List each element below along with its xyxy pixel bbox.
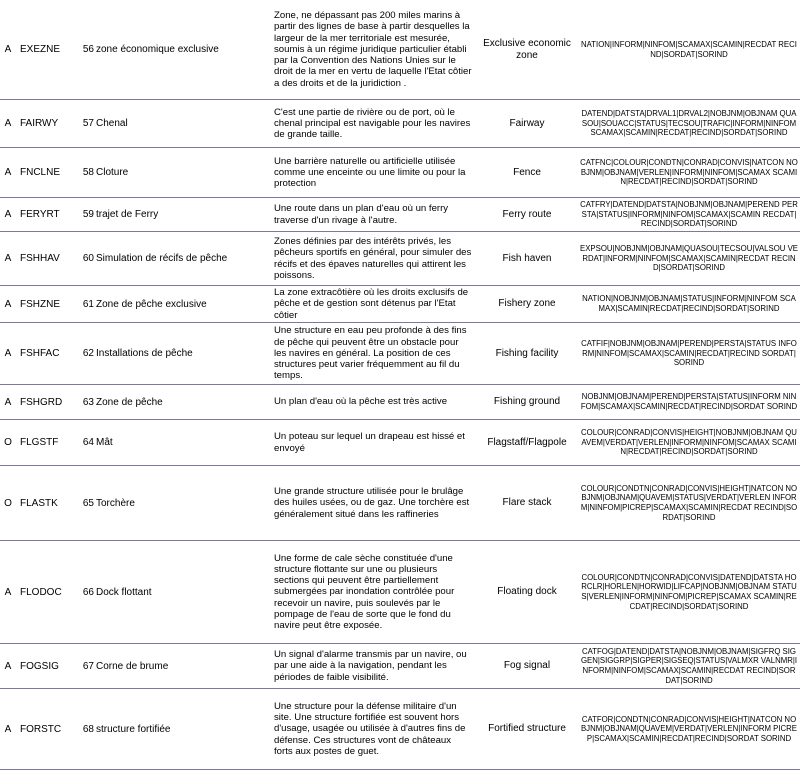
geometry-cell [2,420,14,465]
english-name-cell [476,689,578,769]
english-name-cell [476,541,578,643]
definition-cell-text: Une grande structure utilisée pour le brulâge des huiles usées, ou de gaz. Une torchère est généralement situé dans les raffineries [274,486,470,520]
acronym-cell [20,385,70,419]
code-cell-text: 60 [82,253,94,264]
definition-cell-text: Une route dans un plan d'eau où un ferry traverse d'un rivage à l'autre. [274,203,449,226]
code-cell [72,644,94,688]
code-cell [72,286,94,322]
code-cell-text: 58 [82,167,94,178]
french-name-cell [96,0,268,99]
geometry-cell [2,466,14,540]
attributes-cell [580,286,798,322]
code-cell [72,198,94,231]
definition-cell [274,232,472,285]
acronym-cell [20,323,70,384]
attributes-cell [580,100,798,147]
english-name-cell [476,385,578,419]
geometry-cell [2,541,14,643]
english-name-cell [476,100,578,147]
french-name-cell [96,541,268,643]
code-cell-text: 66 [82,586,94,598]
definition-cell [274,644,472,688]
definition-cell [274,100,472,147]
table-row [0,385,800,420]
acronym-cell [20,286,70,322]
geometry-cell [2,644,14,688]
definition-cell-text: La zone extracôtière où les droits exclusifs de pêche et de gestion sont détenus par l'Etat côtier [274,287,469,321]
geometry-cell-text: A [4,723,12,735]
attributes-cell-text: COLOUR|CONDTN|CONRAD|CONVIS|DATEND|DATSTA HORCLR|HORLEN|HORWID|LIFCAP|NOBJNM|OBJNAM STATUS|VERLEN|INFORM|NINFOM|PICREP|SCAMAX SCAMIN|RECDAT|RECIND|SORDAT|SORIND [581,572,797,611]
english-name-cell-text: Floating dock [497,586,557,597]
code-cell-text: 65 [82,497,94,509]
geometry-cell-text: A [4,167,12,178]
geometry-cell-text: O [4,497,12,509]
french-name-cell-text: zone économique exclusive [96,44,219,55]
english-name-cell-text: Fortified structure [488,723,566,734]
english-name-cell [476,232,578,285]
english-name-cell [476,148,578,197]
code-cell-text: 64 [82,437,94,448]
english-name-cell [476,466,578,540]
code-cell-text: 68 [82,723,94,735]
french-name-cell-text: structure fortifiée [96,723,171,735]
french-name-cell-text: Corne de brume [96,660,169,672]
acronym-cell [20,0,70,99]
english-name-cell-text: Fishing facility [495,347,559,359]
attributes-cell-text: NOBJNM|OBJNAM|PEREND|PERSTA|STATUS|INFORM NINFOM|SCAMAX|SCAMIN|RECDAT|RECIND|SORDAT SORIND [580,392,798,411]
code-cell [72,385,94,419]
french-name-cell [96,644,268,688]
french-name-cell-text: Installations de pêche [96,348,193,359]
french-name-cell [96,100,268,147]
code-cell [72,466,94,540]
attributes-cell-text: COLOUR|CONDTN|CONRAD|CONVIS|HEIGHT|NATCON NOBJNM|OBJNAM|QUAVEM|STATUS|VERDAT|VERLEN INFORM|NINFOM|PICREP|SCAMAX|SCAMIN|RECDAT RECIND|SORDAT|SORIND [580,483,798,522]
english-name-cell-text: Ferry route [502,208,552,220]
table-row [0,644,800,689]
acronym-cell-text: FLASTK [20,497,58,509]
acronym-cell [20,644,70,688]
code-cell [72,148,94,197]
acronym-cell [20,100,70,147]
table-row [0,420,800,466]
definition-cell [274,286,472,322]
geometry-cell-text: A [4,586,12,598]
code-cell-text: 57 [82,118,94,129]
geometry-cell-text: A [4,44,12,55]
definition-cell-text: Zones définies par des intérêts privés, les pêcheurs sportifs en général, pour simuler des récifs et des épaves naturelles qui attirent les poissons. [274,236,472,281]
table-row [0,323,800,385]
english-name-cell [476,286,578,322]
english-name-cell-text: Fishery zone [498,298,556,309]
definition-cell-text: Un poteau sur lequel un drapeau est hissé et envoyé [274,431,465,454]
geometry-cell-text: A [4,118,12,129]
english-name-cell-text: Flare stack [502,497,552,508]
french-name-cell-text: trajet de Ferry [96,209,159,220]
french-name-cell-text: Torchère [96,497,135,509]
definition-cell [274,541,472,643]
definition-cell [274,323,472,384]
acronym-cell-text: EXEZNE [20,44,61,55]
acronym-cell-text: FSHHAV [20,253,60,264]
acronym-cell-text: FSHGRD [20,396,63,408]
table-row [0,0,800,100]
acronym-cell-text: FOGSIG [20,660,59,672]
definition-cell-text: Une structure pour la défense militaire d'un site. Une structure fortifiée est souvent hors d'usage, usagée ou utilisée à d'autres fins de défense. Ces structures vont de châteaux forts aux postes de guet. [274,700,466,757]
code-cell-text: 61 [82,298,94,310]
definition-cell [274,148,472,197]
geometry-cell-text: A [4,253,12,264]
definition-cell-text: Une forme de cale sèche constituée d'une structure flottante sur une ou plusieurs sections qui peuvent être partiellement submergées par inondation contrôlée pour recevoir un navire, puis soulevés par le pompage de l'eau de sorte que le fond du navire peut être exposée. [274,552,455,631]
geometry-cell [2,198,14,231]
definition-cell-text: Une barrière naturelle ou artificielle utilisée comme une enceinte ou une limite ou pour la protection [274,155,466,190]
attributes-cell [580,385,798,419]
attributes-cell [580,689,798,769]
table-row [0,466,800,541]
code-cell [72,689,94,769]
geometry-cell [2,148,14,197]
acronym-cell [20,232,70,285]
attributes-cell-text: DATEND|DATSTA|DRVAL1|DRVAL2|NOBJNM|OBJNAM QUASOU|SOUACC|STATUS|TECSOU|TRAFIC|INFORM|NINFOM SCAMAX|SCAMIN|RECDAT|RECIND|SORDAT|SORIND [581,109,797,138]
geometry-cell [2,689,14,769]
attributes-cell [580,232,798,285]
acronym-cell [20,148,70,197]
attributes-cell [580,0,798,99]
attributes-cell-text: CATFIF|NOBJNM|OBJNAM|PEREND|PERSTA|STATUS INFORM|NINFOM|SCAMAX|SCAMIN|RECDAT|RECIND SORDAT|SORIND [581,339,797,368]
acronym-cell-text: FNCLNE [20,167,61,178]
french-name-cell [96,232,268,285]
acronym-cell-text: FLGSTF [20,437,59,448]
english-name-cell-text: Fishing ground [493,396,561,407]
french-name-cell [96,385,268,419]
code-cell [72,541,94,643]
code-cell [72,420,94,465]
english-name-cell-text: Fence [513,166,541,178]
definition-cell [274,466,472,540]
attributes-cell [580,198,798,231]
geometry-cell [2,0,14,99]
english-name-cell-text: Fog signal [503,660,551,671]
definition-cell-text: C'est une partie de rivière ou de port, où le chenal principal est navigable pour les navires de grande taille. [274,106,471,141]
attributes-cell-text: COLOUR|CONRAD|CONVIS|HEIGHT|NOBJNM|OBJNAM QUAVEM|VERDAT|VERLEN|INFORM|NINFOM|SCAMAX SCAMIN|RECDAT|RECIND|SORDAT|SORIND [581,428,797,457]
acronym-cell-text: FSHZNE [20,298,60,310]
english-name-cell-text: Fairway [509,117,545,129]
english-name-cell-text: Exclusive economic zone [483,37,571,61]
geometry-cell-text: A [4,660,12,672]
english-name-cell [476,420,578,465]
code-cell-text: 62 [82,348,94,359]
acronym-cell [20,541,70,643]
french-name-cell [96,148,268,197]
attributes-cell-text: CATFRY|DATEND|DATSTA|NOBJNM|OBJNAM|PEREND PERSTA|STATUS|INFORM|NINFOM|SCAMAX|SCAMIN RECDAT|RECIND|SORDAT|SORIND [580,200,798,229]
table-row [0,286,800,323]
code-cell [72,232,94,285]
attributes-cell-text: CATFOR|CONDTN|CONRAD|CONVIS|HEIGHT|NATCON NOBJNM|OBJNAM|QUAVEM|VERDAT|VERLEN|INFORM PICREP|SCAMAX|SCAMIN|RECDAT|RECIND|SORDAT SORIND [580,714,798,743]
geometry-cell [2,286,14,322]
code-cell-text: 67 [82,660,94,672]
table-row [0,148,800,198]
acronym-cell-text: FSHFAC [20,348,60,359]
definition-cell-text: Zone, ne dépassant pas 200 miles marins à partir des lignes de base à partir desquelles la largeur de la mer territoriale est mesurée, soumis à un régime juridique particulier établi par la Convention des Nations Unies sur le droit de la mer en vertu de laquelle l'Etat côtier a des droits et de la juridiction . [274,10,472,89]
attributes-cell [580,466,798,540]
french-name-cell-text: Zone de pêche [96,396,163,408]
acronym-cell-text: FAIRWY [20,118,59,129]
definition-cell [274,689,472,769]
table-row [0,198,800,232]
definition-cell [274,0,472,99]
table-row [0,100,800,148]
attributes-cell [580,541,798,643]
acronym-cell-text: FORSTC [20,723,62,735]
code-cell [72,323,94,384]
attributes-cell [580,644,798,688]
attributes-cell-text: EXPSOU|NOBJNM|OBJNAM|QUASOU|TECSOU|VALSOU VERDAT|INFORM|NINFOM|SCAMAX|SCAMIN|RECDAT RECIND|SORDAT|SORIND [580,244,798,273]
geometry-cell-text: A [4,396,12,408]
french-name-cell [96,198,268,231]
english-name-cell-text: Fish haven [502,252,552,264]
acronym-cell-text: FLODOC [20,586,62,598]
geometry-cell [2,100,14,147]
definition-cell [274,198,472,231]
acronym-cell-text: FERYRT [20,209,60,220]
attributes-cell [580,323,798,384]
french-name-cell-text: Dock flottant [96,586,152,598]
geometry-cell [2,323,14,384]
french-name-cell [96,420,268,465]
definition-cell [274,420,472,465]
code-cell [72,100,94,147]
french-name-cell-text: Mât [96,437,113,448]
code-cell-text: 56 [82,44,94,55]
french-name-cell [96,466,268,540]
english-name-cell [476,0,578,99]
french-name-cell [96,323,268,384]
table-row [0,541,800,644]
attributes-cell-text: NATION|INFORM|NINFOM|SCAMAX|SCAMIN|RECDAT RECIND|SORDAT|SORIND [581,39,797,59]
definition-cell-text: Une structure en eau peu profonde à des fins de pêche qui peuvent être un obstacle pour les navires en général. La position de ces structures peut varier fréquemment au fil du temps. [274,325,467,382]
geometry-cell [2,232,14,285]
attributes-cell-text: NATION|NOBJNM|OBJNAM|STATUS|INFORM|NINFOM SCAMAX|SCAMIN|RECDAT|RECIND|SORDAT|SORIND [582,294,796,313]
french-name-cell [96,286,268,322]
code-cell-text: 63 [82,396,94,408]
french-name-cell-text: Chenal [96,118,128,129]
acronym-cell [20,198,70,231]
french-name-cell-text: Simulation de récifs de pêche [96,253,228,264]
french-name-cell-text: Cloture [96,167,129,178]
geometry-cell-text: O [4,437,12,448]
geometry-cell [2,385,14,419]
table-row [0,232,800,286]
attributes-cell [580,420,798,465]
code-cell [72,0,94,99]
french-name-cell-text: Zone de pêche exclusive [96,298,207,310]
geometry-cell-text: A [4,298,12,310]
french-name-cell [96,689,268,769]
english-name-cell-text: Flagstaff/Flagpole [487,436,567,448]
attributes-cell-text: CATFOG|DATEND|DATSTA|NOBJNM|OBJNAM|SIGFRQ SIGGEN|SIGGRP|SIGPER|SIGSEQ|STATUS|VALMXR VALNMR|INFORM|NINFOM|SCAMAX|SCAMIN|RECDAT RECIND|SORDAT|SORIND [580,646,798,685]
definition-cell-text: Un signal d'alarme transmis par un navire, ou par une aide à la navigation, pendant les périodes de faible visibilité. [274,649,467,683]
acronym-cell [20,466,70,540]
english-name-cell [476,323,578,384]
geometry-cell-text: A [4,348,12,359]
acronym-cell [20,420,70,465]
english-name-cell [476,644,578,688]
english-name-cell [476,198,578,231]
attributes-cell-text: CATFNC|COLOUR|CONDTN|CONRAD|CONVIS|NATCON NOBJNM|OBJNAM|VERLEN|INFORM|NINFOM|SCAMAX SCAMIN|RECDAT|RECIND|SORDAT|SORIND [580,158,798,187]
table-row [0,689,800,770]
geometry-cell-text: A [4,209,12,220]
definition-cell-text: Un plan d'eau où la pêche est très active [274,396,448,408]
acronym-cell [20,689,70,769]
code-cell-text: 59 [82,209,94,220]
definition-cell [274,385,472,419]
attributes-cell [580,148,798,197]
